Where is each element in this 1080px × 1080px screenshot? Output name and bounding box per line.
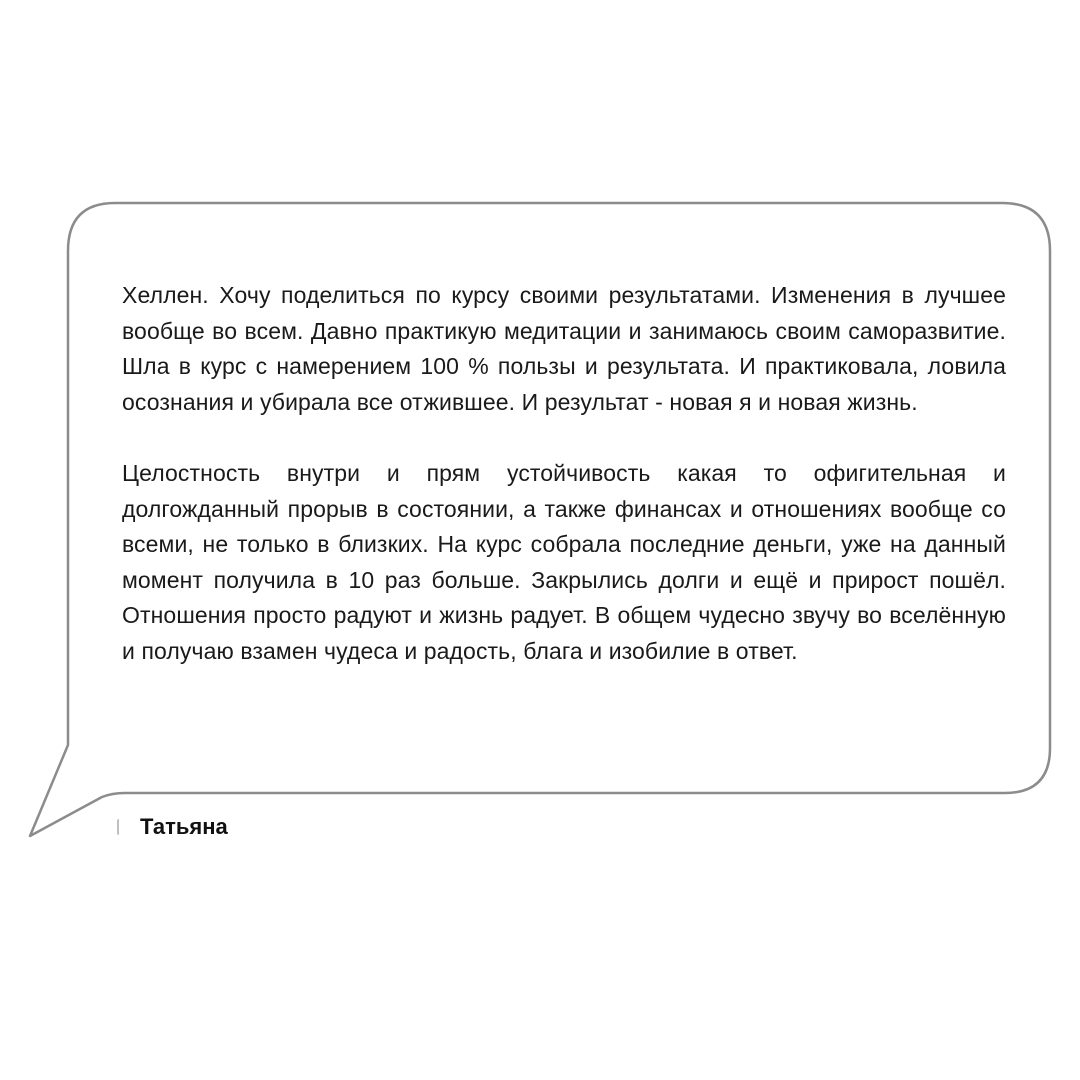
author-name: Татьяна	[140, 814, 228, 839]
author-marker-icon	[117, 819, 123, 835]
review-text	[122, 278, 1006, 669]
review-paragraph-1: Хеллен. Хочу поделиться по курсу своими результатами. Изменения в лучшее вообще во всем. Давно практикую медитации и занимаюсь своим саморазвитие. Шла в курс с намерением 100 % пользы и результата. И практиковала, ловила осознания и убирала все отжившее. И результат - новая я и новая жизнь.	[122, 282, 1006, 415]
review-paragraph-2: Целостность внутри и прям устойчивость какая то офигительная и долгожданный прорыв в состоянии, а также финансах и отношениях вообще со всеми, не только в близких. На курс собрала последние деньги, уже на данный момент получила в 10 раз больше. Закрылись долги и ещё и прирост пошёл. Отношения просто радуют и жизнь радует. В общем чудесно звучу во вселённую и получаю взамен чудеса и радость, блага и изобилие в ответ.	[122, 460, 1006, 664]
